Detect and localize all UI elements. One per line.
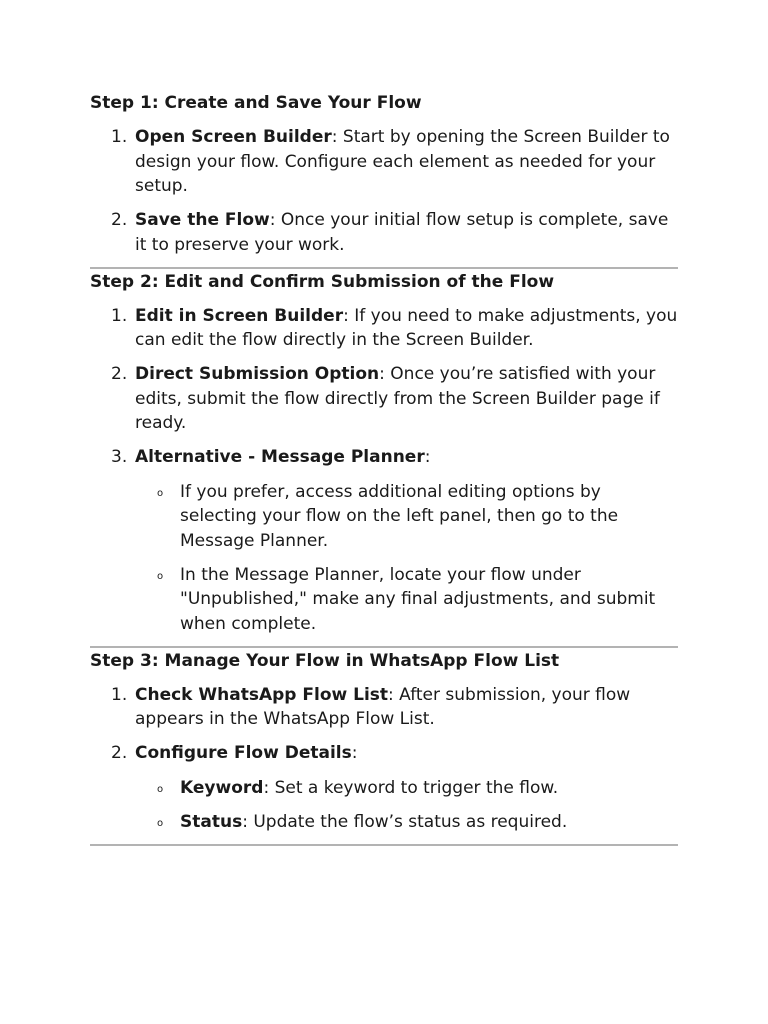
sub-list-item bbox=[135, 776, 678, 801]
step-list bbox=[90, 125, 678, 257]
sub-item-text: In the Message Planner, locate your flow under "Unpublished," make any final adjustments, and submit when complete. bbox=[180, 564, 656, 634]
list-number: 2. bbox=[111, 210, 128, 230]
list-number: 1. bbox=[111, 127, 128, 147]
sub-item-text: : Set a keyword to trigger the flow. bbox=[263, 777, 559, 798]
step-list bbox=[90, 683, 678, 835]
sub-list-item bbox=[135, 563, 678, 637]
sub-list bbox=[135, 480, 678, 637]
item-text: : Once you’re satisfied with your edits, submit the flow directly from the Screen Builder page if ready. bbox=[135, 364, 660, 433]
list-number: 3. bbox=[111, 447, 128, 467]
item-heading: Direct Submission Option bbox=[135, 364, 380, 384]
bullet-icon: o bbox=[157, 487, 164, 499]
step-list bbox=[90, 304, 678, 637]
list-item bbox=[90, 125, 678, 199]
list-item bbox=[90, 362, 678, 436]
list-item bbox=[90, 683, 678, 732]
section-step-1 bbox=[90, 90, 678, 257]
list-number: 2. bbox=[111, 743, 128, 763]
item-text: : If you need to make adjustments, you can edit the flow directly in the Screen Builder. bbox=[135, 305, 678, 350]
list-item bbox=[90, 445, 678, 636]
item-heading: Open Screen Builder bbox=[135, 127, 332, 147]
sub-list-item bbox=[135, 480, 678, 554]
bullet-icon: o bbox=[157, 570, 164, 582]
sub-list bbox=[135, 776, 678, 835]
item-heading: Edit in Screen Builder bbox=[135, 305, 344, 326]
section-title: Step 2: Edit and Confirm Submission of the Flow bbox=[90, 271, 555, 292]
list-number: 2. bbox=[111, 364, 128, 384]
list-item bbox=[90, 304, 678, 353]
section-title: Step 3: Manage Your Flow in WhatsApp Flow List bbox=[90, 650, 560, 671]
sub-item-heading: Keyword bbox=[180, 777, 264, 798]
sub-item-text: : Update the flow’s status as required. bbox=[242, 811, 568, 832]
list-item bbox=[90, 741, 678, 834]
list-item bbox=[90, 208, 678, 257]
item-text: : bbox=[351, 743, 358, 763]
item-heading: Save the Flow bbox=[135, 210, 270, 230]
section-title: Step 1: Create and Save Your Flow bbox=[90, 93, 422, 113]
item-text: : Once your initial flow setup is complete, save it to preserve your work. bbox=[135, 210, 669, 255]
divider bbox=[90, 844, 678, 846]
sub-item-heading: Status bbox=[180, 811, 243, 832]
list-number: 1. bbox=[111, 305, 128, 326]
sub-list-item bbox=[135, 810, 678, 835]
item-heading: Check WhatsApp Flow List bbox=[135, 684, 389, 705]
bullet-icon: o bbox=[157, 783, 164, 795]
section-step-2 bbox=[90, 269, 678, 637]
item-text: : After submission, your flow appears in the WhatsApp Flow List. bbox=[135, 684, 631, 729]
item-heading: Alternative - Message Planner bbox=[135, 447, 425, 467]
item-text: : bbox=[424, 447, 431, 467]
item-heading: Configure Flow Details bbox=[135, 743, 352, 763]
section-step-3 bbox=[90, 648, 678, 835]
list-number: 1. bbox=[111, 684, 128, 705]
item-text: : Start by opening the Screen Builder to design your flow. Configure each element as needed for your setup. bbox=[135, 127, 670, 196]
bullet-icon: o bbox=[157, 817, 164, 829]
sub-item-text: If you prefer, access additional editing options by selecting your flow on the left panel, then go to the Message Planner. bbox=[180, 481, 619, 551]
